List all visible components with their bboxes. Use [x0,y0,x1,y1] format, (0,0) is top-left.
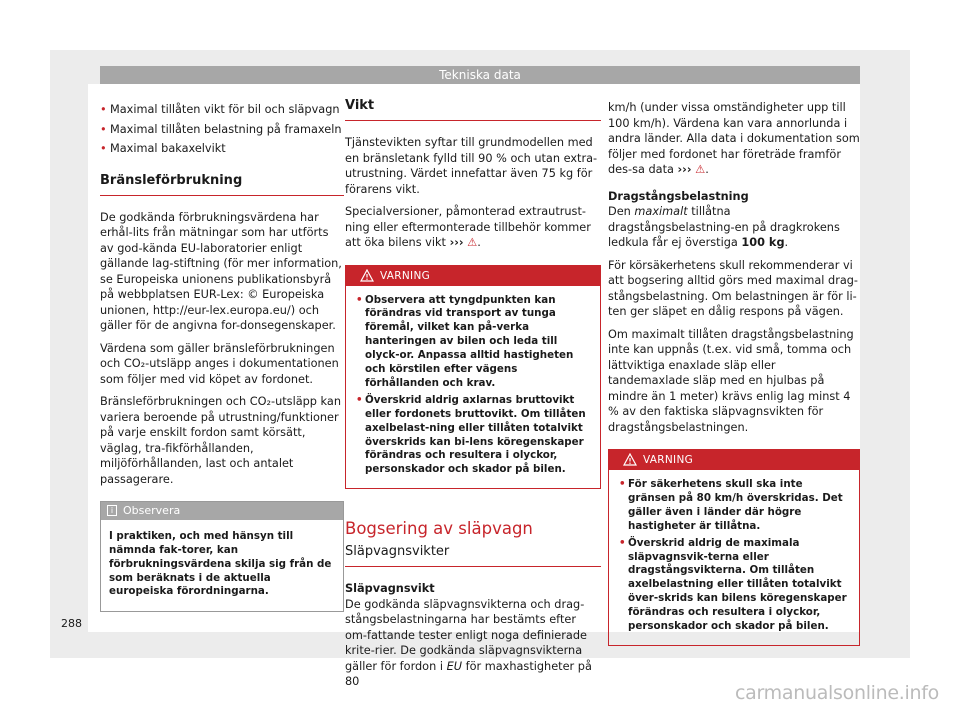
emphasis-maximalt: maximalt [634,205,688,218]
note-box [100,501,344,612]
note-title-bar [101,502,343,520]
warning-title: VARNING [380,269,431,282]
column-left [100,84,344,612]
warning-body [346,286,600,489]
warning-triangle-icon: ⚠ [467,236,478,249]
list-item: • Maximal tillåten vikt för bil och släpvagn [100,100,344,120]
warning-body [609,470,859,645]
list-item: • Maximal bakaxelvikt [100,139,344,159]
label-drawbar-load: Dragstångsbelastning [608,189,749,203]
page-header [100,66,860,84]
paragraph: De godkända förbrukningsvärdena har erhål-lits från mätningar som har utförts av god-kända EU-laboratorier enligt gällande lag-stiftning (för mer information, se Europeiska unionens publikationsbyrå på webbplatsen EUR-Lex: © Europeiska unionen, http://eur-lex.europa.eu/) och gäller för de angivna for-donsegenskaper. [100,210,342,333]
paragraph: km/h (under vissa omständigheter upp till 100 km/h). Värdena kan vara annorlunda i andra länder. Alla data i dokumentation som följer med fordonet har företräde framför des-sa data ››› ⚠. [608,101,860,176]
warning-box [345,265,601,490]
paragraph: Bränsleförbrukningen och CO₂-utsläpp kan variera beroende på utrustning/funktioner på varje enskilt fordon samt körsätt, väglag, tra-fikförhållanden, miljöförhållanden, last och antalet passagerare. [100,395,341,486]
warning-title-bar [609,450,859,470]
note-title: Observera [123,504,181,518]
section-heading-towing: Bogsering av släpvagn [345,519,533,539]
warning-box [608,449,860,646]
paragraph-text: Den [608,205,631,218]
reference-arrows: ››› [677,163,692,176]
warning-item: • Överskrid aldrig de maximala släpvagnsvik-terna eller dragstångsvikterna. Om tillåten axelbelastning eller tillåten totalvikt över-skrids kan bilens köregenskaper förändras och resultera i olyckor, personskador och skador på bilen. [619,537,849,634]
section-heading-fuel: Bränsleförbrukning [100,159,344,196]
warning-item: • Observera att tyngdpunkten kan förändras vid transport av tunga föremål, vilket kan på-verka hanteringen av bilen och leda till olyck-or. Anpassa alltid hastigheten och körstilen efter vägens förhållanden och krav. [356,294,590,391]
paragraph: Specialversioner, påmonterad extrautrust-ning eller eftermonterade tillbehör kommer att öka bilens vikt ››› ⚠. [345,205,591,249]
warning-title: VARNING [643,454,694,466]
paragraph: Tjänstevikten syftar till grundmodellen med en bränsletank fylld till 90 % och utan extra-utrustning. Värdet innefattar även 75 kg för förarens vikt. [345,136,598,196]
paragraph-text: Specialversioner, påmonterad extrautrust-ning eller eftermonterade tillbehör kommer att öka bilens vikt [345,205,591,249]
header-title: Tekniska data [439,68,521,82]
drawbar-value: 100 kg [741,236,785,249]
reference-arrows: ››› [449,236,464,249]
warning-triangle-icon [623,453,637,466]
section-heading-weight: Vikt [345,84,601,121]
paragraph: Om maximalt tillåten dragstångsbelastning inte kan uppnås (t.ex. vid små, tomma och lättviktiga enaxlade släp eller tandemaxlade släp med en hjulbas på mindre än 1 meter) krävs enlig lag minst 4 % av den faktiska släpvagnsvikten för dragstångsbelastningen. [608,327,854,434]
emphasis-eu: EU [446,659,463,673]
paragraph: Den maximalt tillåtna dragstångsbelastning-en på dragkrokens ledkula får ej överstiga 100 kg. [608,205,840,249]
paragraph: För körsäkerhetens skull rekommenderar vi att bogsering alltid görs med maximal drag-stångsbelastning. Om belastningen är för li-ten ger släpet en dålig respons på vägen. [608,258,859,318]
label-trailer-weight: Släpvagnsvikt [345,582,435,596]
subheading-trailer-weights: Släpvagnsvikter [345,538,601,567]
page-number: 288 [61,617,82,630]
list-item: • Maximal tillåten belastning på framaxeln [100,120,344,140]
info-icon: i [107,505,117,516]
paragraph-text: för maxhastigheter på 80 [345,659,592,689]
paragraph-text: De godkända släpvagnsvikterna och drag-stångsbelastningarna har bestämts efter om-fattande tester enligt noga definierade krite-rier. De godkända släpvagnsvikterna gäller för fordon i [345,597,587,673]
note-text: I praktiken, och med hänsyn till nämnda fak-torer, kan förbrukningsvärdena skilja sig från de som beräknats i de aktuella europeiska förordningarna. [109,530,332,598]
watermark: carmanualsonline.info [735,682,939,704]
column-middle [345,84,601,697]
paragraph: Värdena som gäller bränsleförbrukningen och CO₂-utsläpp anges i dokumentationen som följer med vid köpet av fordonet. [100,341,339,386]
warning-triangle-icon [360,269,374,282]
warning-title-bar [346,266,600,286]
paragraph [345,597,601,690]
warning-item: • Överskrid aldrig axlarnas bruttovikt eller fordonets bruttovikt. Om tillåten axelbelast-ning eller tillåten totalvikt överskrids kan bi-lens köregenskaper förändras och resultera i olyckor, personskador och skador på bilen. [356,394,590,477]
warning-triangle-icon: ⚠ [695,163,706,176]
paragraph-text: tillåtna dragstångsbelastning-en på dragkrokens ledkula får ej överstiga [608,205,840,249]
page-content [88,84,860,689]
weight-bullet-list [100,100,344,159]
paragraph-text: km/h (under vissa omständigheter upp till 100 km/h). Värdena kan vara annorlunda i andra länder. Alla data i dokumentation som följer med fordonet har företräde framför des-sa data [608,101,860,176]
warning-item: • För säkerhetens skull ska inte gränsen på 80 km/h överskridas. Det gäller även i länder där högre hastigheter är tillåtna. [619,478,849,534]
column-right [608,84,860,646]
